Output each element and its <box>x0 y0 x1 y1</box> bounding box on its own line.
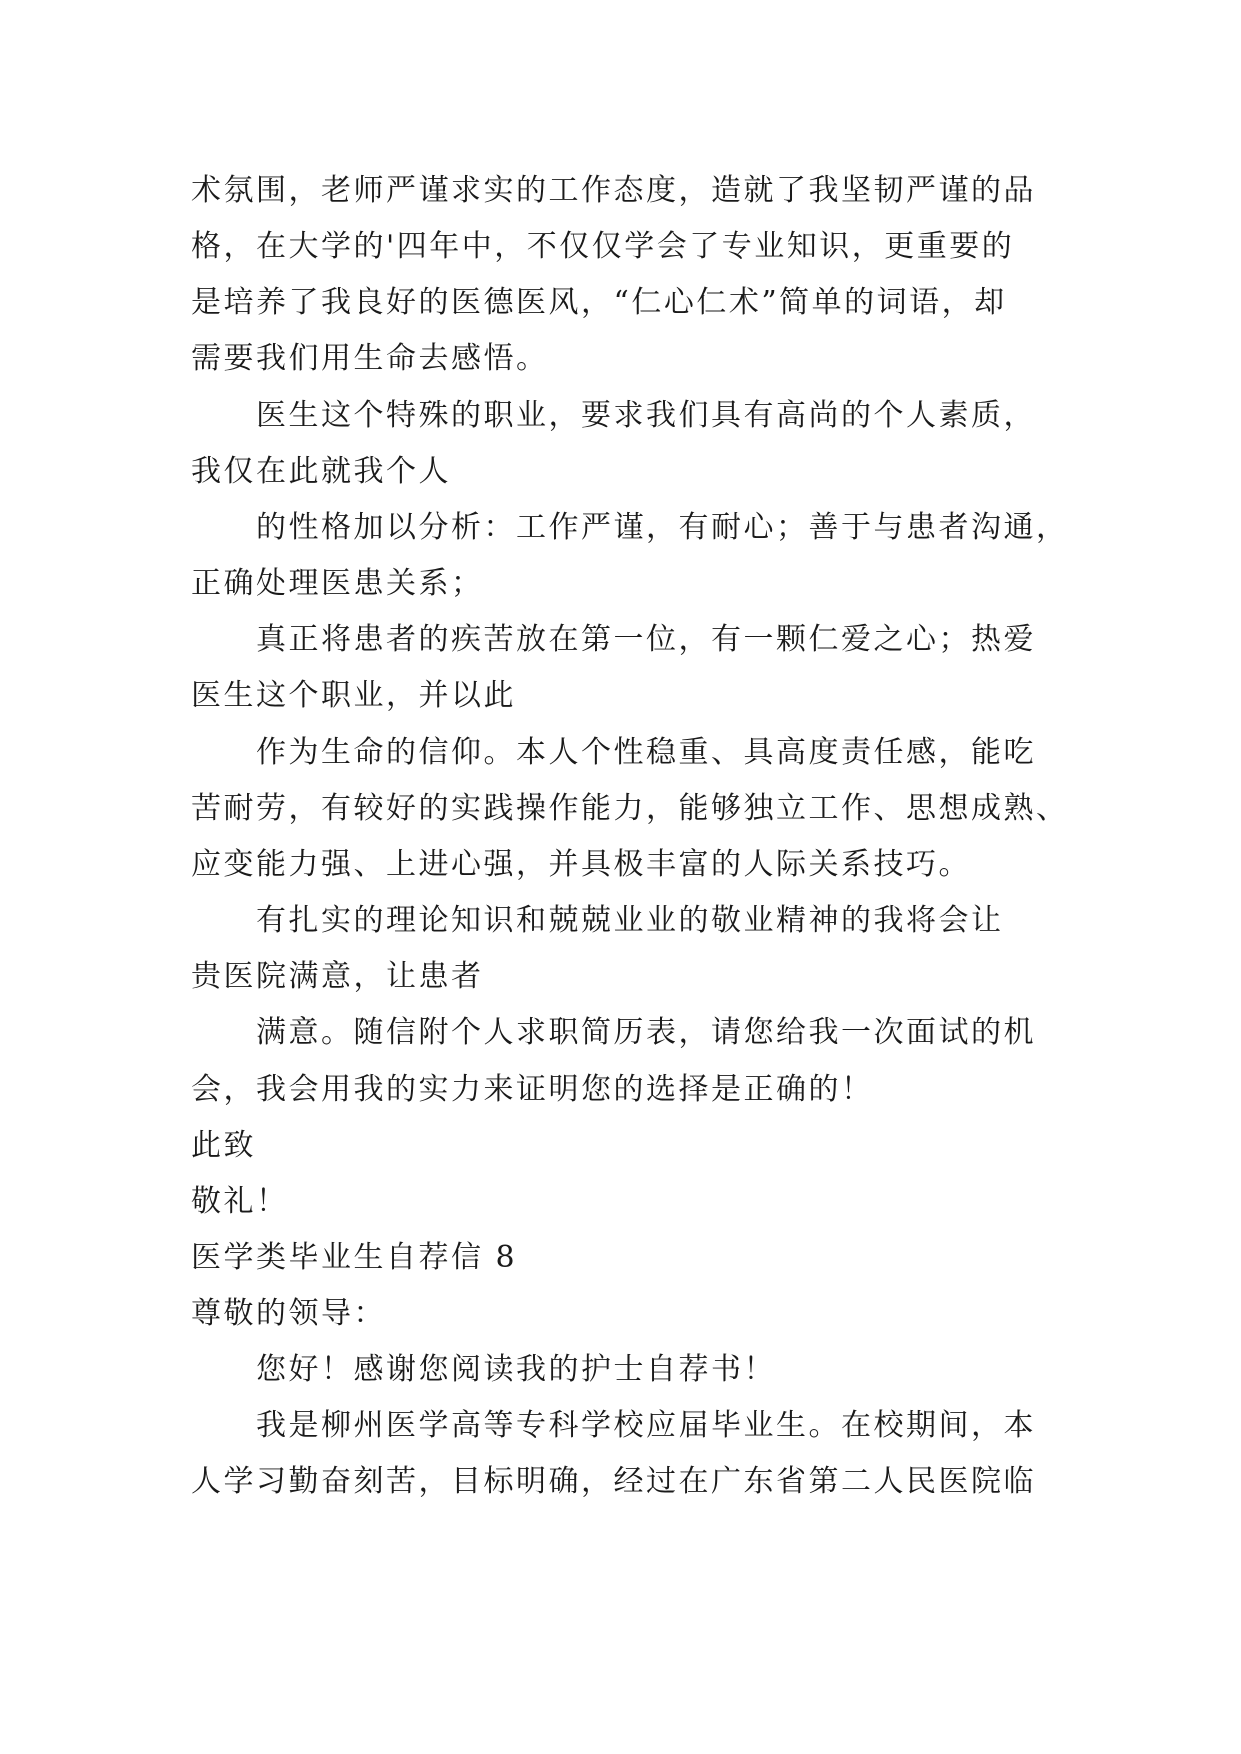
text-line: 的性格加以分析：工作严谨，有耐心；善于与患者沟通， <box>256 510 1069 545</box>
text-line: 人学习勤奋刻苦，目标明确，经过在广东省第二人民医院临 <box>191 1464 1036 1499</box>
text-line: 需要我们用生命去感悟。 <box>191 341 549 376</box>
text-line: 满意。随信附个人求职简历表，请您给我一次面试的机 <box>256 1015 1036 1050</box>
text-line: 作为生命的信仰。本人个性稳重、具高度责任感，能吃 <box>256 735 1036 770</box>
text-line: 有扎实的理论知识和兢兢业业的敬业精神的我将会让 <box>256 903 1004 938</box>
text-line: 医生这个特殊的职业，要求我们具有高尚的个人素质， <box>256 398 1036 433</box>
text-line: 会，我会用我的实力来证明您的选择是正确的！ <box>191 1072 874 1107</box>
text-line: 应变能力强、上进心强，并具极丰富的人际关系技巧。 <box>191 847 971 882</box>
text-line: 格，在大学的'四年中，不仅仅学会了专业知识，更重要的 <box>191 229 1015 264</box>
text-line: 我是柳州医学高等专科学校应届毕业生。在校期间，本 <box>256 1408 1036 1443</box>
text-line: 我仅在此就我个人 <box>191 454 451 489</box>
section-heading: 医学类毕业生自荐信 8 <box>191 1240 518 1275</box>
salutation-line: 敬礼！ <box>191 1184 289 1219</box>
text-line: 医生这个职业，并以此 <box>191 678 516 713</box>
text-line: 术氛围，老师严谨求实的工作态度，造就了我坚韧严谨的品 <box>191 173 1036 208</box>
closing-line: 此致 <box>191 1128 256 1163</box>
text-line: 苦耐劳，有较好的实践操作能力，能够独立工作、思想成熟、 <box>191 791 1069 826</box>
greeting-line: 尊敬的领导： <box>191 1296 386 1331</box>
text-line: 真正将患者的疾苦放在第一位，有一颗仁爱之心；热爱 <box>256 622 1036 657</box>
text-line: 您好！感谢您阅读我的护士自荐书！ <box>256 1352 776 1387</box>
text-line: 贵医院满意，让患者 <box>191 959 484 994</box>
text-line: 正确处理医患关系； <box>191 566 484 601</box>
text-line: 是培养了我良好的医德医风，“仁心仁术”简单的词语，却 <box>191 285 1007 320</box>
